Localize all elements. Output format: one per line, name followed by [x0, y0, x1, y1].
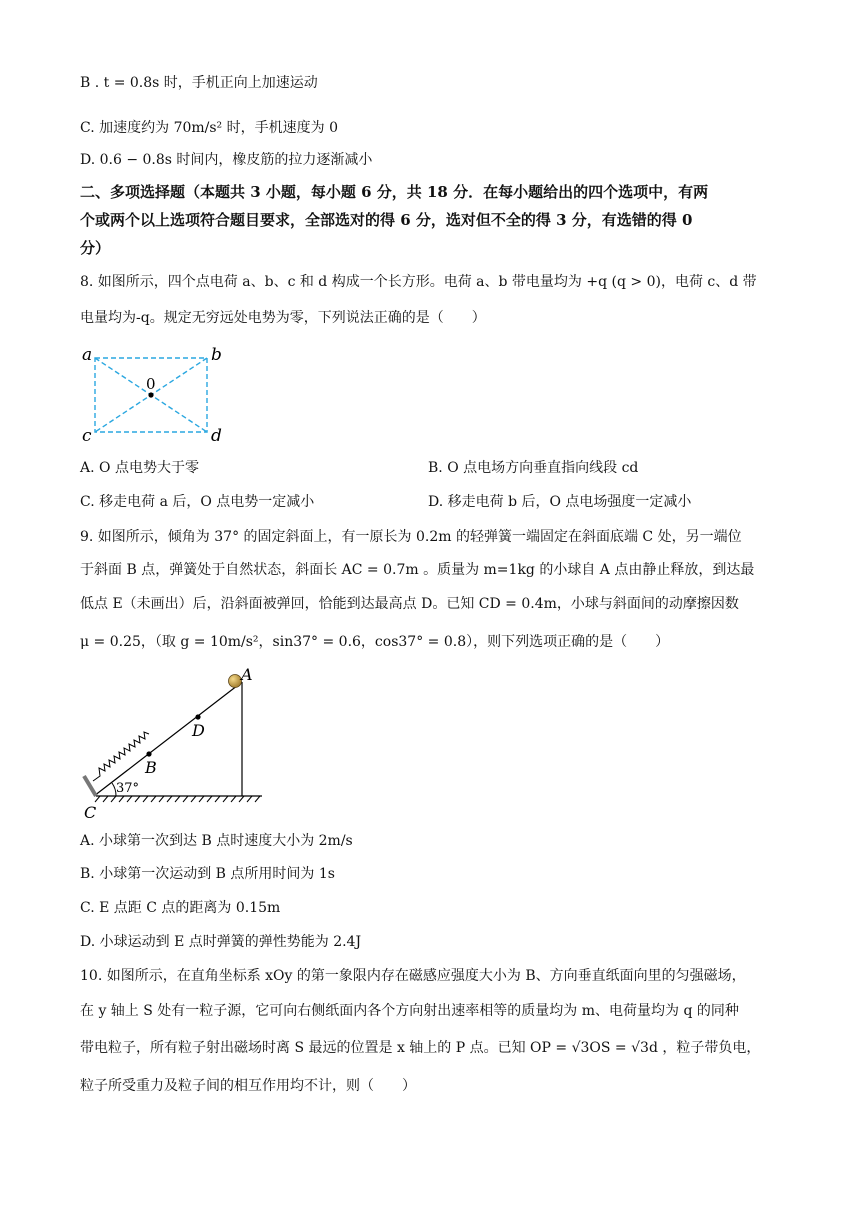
q9-incline-figure	[78, 668, 270, 820]
q9-label-b: B	[145, 758, 157, 777]
q8-option-b: B. O 点电场方向垂直指向线段 cd	[428, 460, 639, 476]
q9-label-a: A	[241, 668, 253, 684]
q9-incline	[94, 682, 242, 796]
q9-ground-hatch	[95, 796, 260, 802]
q9-option-c: C. E 点距 C 点的距离为 0.15m	[80, 900, 281, 916]
q9-stem-line2: 于斜面 B 点，弹簧处于自然状态，斜面长 AC = 0.7m 。质量为 m=1kg 的小球自 A 点由静止释放，到达最	[80, 562, 755, 578]
q9-wall-plate	[84, 776, 96, 796]
q9-stem-line1: 9. 如图所示，倾角为 37° 的固定斜面上，有一原长为 0.2m 的轻弹簧一端固定在斜面底端 C 处，另一端位	[80, 529, 742, 545]
q8-label-c: c	[82, 426, 92, 446]
q8-option-c: C. 移走电荷 a 后，O 点电势一定减小	[80, 494, 315, 510]
q8-option-a: A. O 点电势大于零	[80, 460, 199, 476]
q9-option-d: D. 小球运动到 E 点时弹簧的弹性势能为 2.4J	[80, 934, 362, 950]
q9-option-b: B. 小球第一次运动到 B 点所用时间为 1s	[80, 866, 335, 882]
section2-heading-line1: 二、多项选择题（本题共 3 小题，每小题 6 分，共 18 分．在每小题给出的四个选项中，有两	[80, 183, 709, 201]
q10-stem-line4: 粒子所受重力及粒子间的相互作用均不计，则（ ）	[80, 1078, 416, 1094]
q9-stem-line4: μ = 0.25，（取 g = 10m/s²，sin37° = 0.6，cos37° = 0.8），则下列选项正确的是（ ）	[80, 634, 670, 650]
q9-point-b	[146, 751, 151, 756]
q10-stem-line3: 带电粒子，所有粒子射出磁场时离 S 最远的位置是 x 轴上的 P 点。已知 OP = √3OS = √3d ，粒子带负电，	[80, 1040, 761, 1056]
q10-stem-line2: 在 y 轴上 S 处有一粒子源，它可向右侧纸面内各个方向射出速率相等的质量均为 m、电荷量均为 q 的同种	[80, 1003, 739, 1019]
q8-label-a: a	[82, 345, 93, 365]
q9-label-c: C	[84, 803, 97, 820]
q7-option-d: D. 0.6 − 0.8s 时间内，橡皮筋的拉力逐渐减小	[80, 152, 373, 168]
q8-stem-line1: 8. 如图所示，四个点电荷 a、b、c 和 d 构成一个长方形。电荷 a、b 带电量均为 +q (q > 0)，电荷 c、d 带	[80, 274, 757, 290]
q9-stem-line3: 低点 E（未画出）后，沿斜面被弹回，恰能到达最高点 D。已知 CD = 0.4m，小球与斜面间的动摩擦因数	[80, 596, 739, 612]
q9-point-d	[195, 714, 200, 719]
q8-option-d: D. 移走电荷 b 后，O 点电场强度一定减小	[428, 494, 692, 510]
q8-rectangle-figure	[78, 342, 228, 446]
q7-option-c: C. 加速度约为 70m/s² 时，手机速度为 0	[80, 120, 338, 136]
q8-label-b: b	[211, 345, 222, 365]
section2-heading-line2: 个或两个以上选项符合题目要求，全部选对的得 6 分，选对但不全的得 3 分，有选错的得 0	[80, 211, 693, 229]
q8-label-o: 0	[146, 375, 156, 393]
q8-stem-line2: 电量均为-q。规定无穷远处电势为零，下列说法正确的是（ ）	[80, 310, 486, 326]
q8-label-d: d	[211, 426, 222, 446]
q9-spring	[93, 732, 149, 781]
section2-heading-line3: 分）	[80, 239, 111, 257]
q9-label-d: D	[192, 721, 205, 740]
q7-option-b: B . t = 0.8s 时，手机正向上加速运动	[80, 75, 318, 91]
q9-label-angle: 37°	[116, 781, 140, 796]
q8-center-point	[148, 392, 153, 397]
q9-option-a: A. 小球第一次到达 B 点时速度大小为 2m/s	[80, 833, 353, 849]
q9-ball	[229, 675, 242, 688]
q10-stem-line1: 10. 如图所示，在直角坐标系 xOy 的第一象限内存在磁感应强度大小为 B、方向垂直纸面向里的匀强磁场，	[80, 968, 746, 984]
